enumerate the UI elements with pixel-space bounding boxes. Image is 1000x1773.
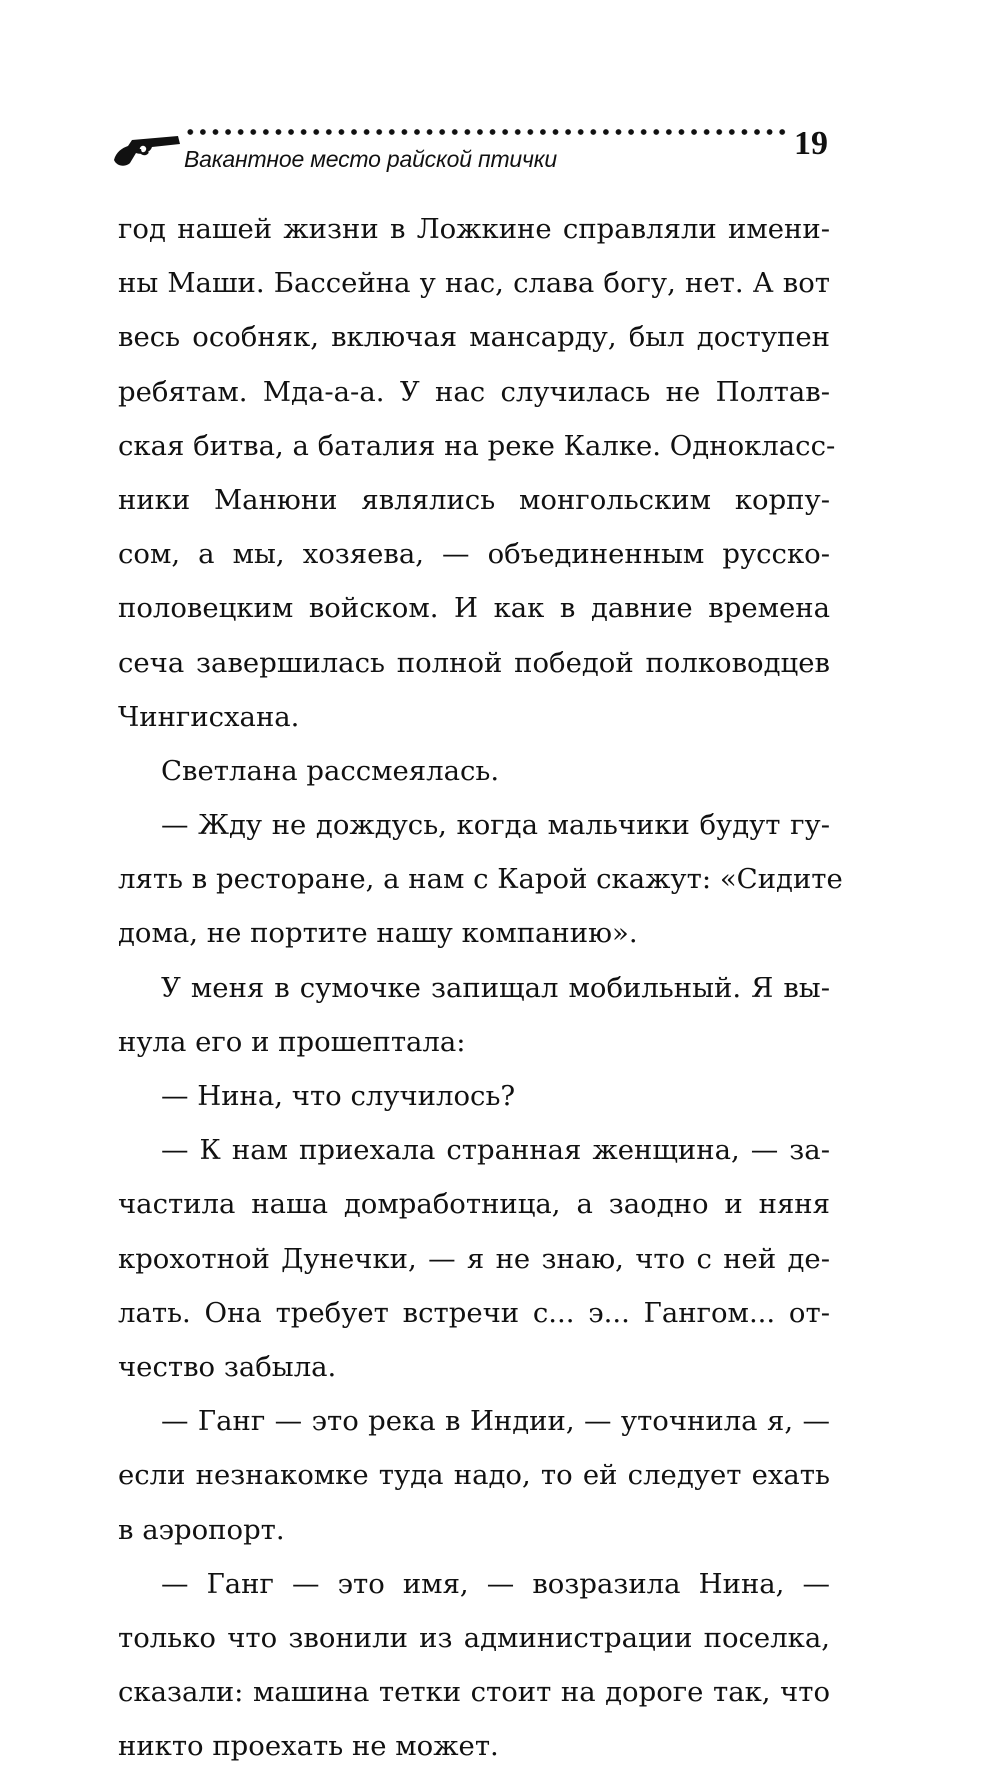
text-line: сом, а мы, хозяева, — объединенным русско- xyxy=(118,538,830,571)
text-line: никто проехать не может. xyxy=(118,1730,499,1763)
text-line: если незнакомке туда надо, то ей следует ехать xyxy=(118,1459,830,1492)
text-line: весь особняк, включая мансарду, был доступен xyxy=(118,321,830,354)
text-line: — Ганг — это имя, — возразила Нина, — xyxy=(161,1567,830,1600)
text-line: — Ганг — это река в Индии, — уточнила я, — xyxy=(161,1405,830,1438)
text-line: — Нина, что случилось? xyxy=(161,1080,516,1112)
text-line: ны Маши. Бассейна у нас, слава богу, нет. А вот xyxy=(118,267,830,300)
running-header xyxy=(112,122,840,192)
text-line: ники Манюни являлись монгольским корпу- xyxy=(118,483,830,516)
text-line: чество забыла. xyxy=(118,1350,337,1383)
revolver-icon xyxy=(112,130,182,168)
text-line: Светлана рассмеялась. xyxy=(161,754,500,787)
text-line: нула его и прошептала: xyxy=(118,1025,466,1058)
text-line: лать. Она требует встречи с... э... Гангом... от- xyxy=(118,1296,830,1329)
text-line: в аэропорт. xyxy=(118,1513,285,1546)
text-line: ребятам. Мда-а-а. У нас случилась не Полтав- xyxy=(118,375,830,408)
text-line: крохотной Дунечки, — я не знаю, что с ней де- xyxy=(118,1242,830,1275)
running-title: Вакантное место райской птички xyxy=(184,146,557,172)
text-line: только что звонили из администрации поселка, xyxy=(118,1621,830,1654)
text-line: — Жду не дождусь, когда мальчики будут гу- xyxy=(161,809,830,842)
text-line: — К нам приехала странная женщина, — за- xyxy=(161,1134,830,1167)
text-line: год нашей жизни в Ложкине справляли имени- xyxy=(118,213,830,245)
text-line: Чингисхана. xyxy=(118,700,300,733)
body-text xyxy=(118,202,843,1773)
text-line: лять в ресторане, а нам с Карой скажут: «Сидите xyxy=(118,863,843,896)
header-dotted-rule xyxy=(184,124,790,140)
text-line: частила наша домработница, а заодно и няня xyxy=(118,1188,830,1221)
text-line: сеча завершилась полной победой полководцев xyxy=(118,646,830,679)
text-line: У меня в сумочке запищал мобильный. Я вы- xyxy=(161,971,830,1004)
text-line: сказали: машина тетки стоит на дороге так, что xyxy=(118,1676,830,1709)
page-number: 19 xyxy=(794,125,828,162)
text-line: ская битва, а баталия на реке Калке. Однокласс- xyxy=(118,429,836,462)
text-line: половецким войском. И как в давние времена xyxy=(118,592,830,625)
text-line: дома, не портите нашу компанию». xyxy=(118,917,638,950)
